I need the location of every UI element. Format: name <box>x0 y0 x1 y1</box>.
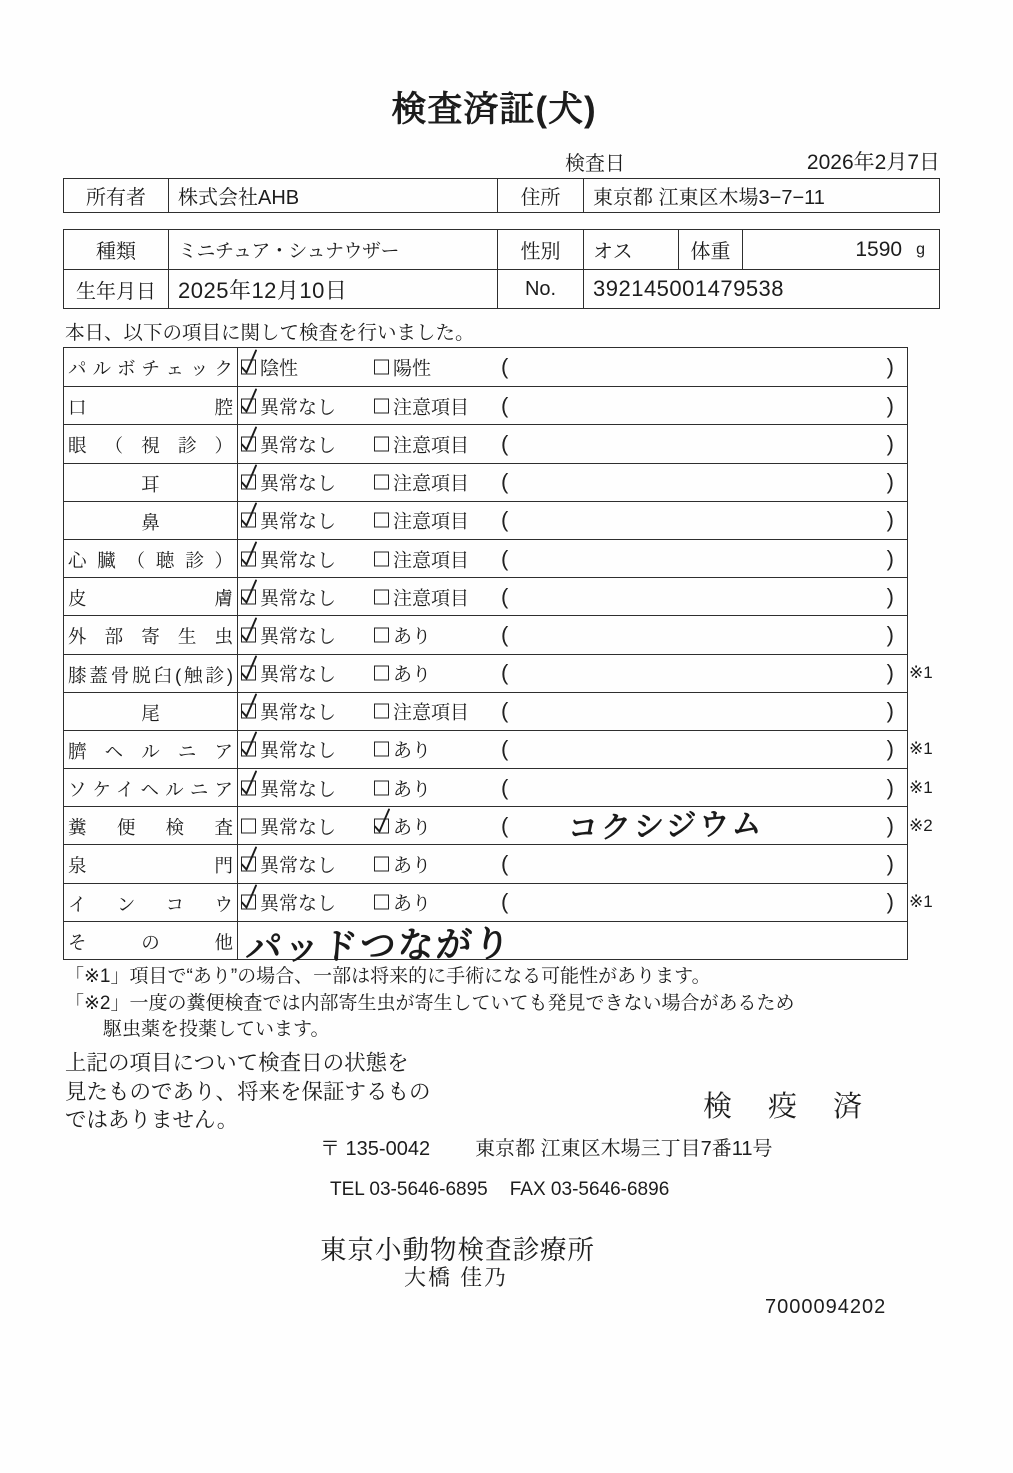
item-label: 膝蓋骨脱臼(触診) <box>64 655 238 692</box>
option-label: 注意項目 <box>393 435 470 457</box>
checklist-row <box>64 768 933 806</box>
paren-close: ) <box>886 583 894 609</box>
checked-checkbox <box>374 818 389 833</box>
empty-checkbox <box>374 666 389 681</box>
clinic-fax: FAX 03-5646-6896 <box>509 1179 670 1200</box>
handwritten-finding: コクシジウム <box>567 807 766 846</box>
item-label: パルボチェック <box>64 348 238 386</box>
option-o2 <box>374 507 469 534</box>
weight-number: 1590 <box>855 237 903 261</box>
owner-table <box>63 178 940 213</box>
owner-address-label: 住所 <box>498 179 584 212</box>
reference-marker: ※1 <box>909 739 933 759</box>
checklist-row <box>64 806 933 846</box>
option-label: あり <box>393 626 432 648</box>
reference-marker: ※1 <box>909 777 933 797</box>
option-label: あり <box>393 893 432 915</box>
reference-marker: ※1 <box>909 892 933 912</box>
item-label: 臍ヘルニア <box>64 731 238 768</box>
option-o2 <box>374 583 469 610</box>
owner-label: 所有者 <box>64 179 169 212</box>
paren-close: ) <box>886 889 894 915</box>
item-label: 皮膚 <box>64 578 238 615</box>
paren-close: ) <box>886 545 894 571</box>
option-label: 異常なし <box>260 702 337 724</box>
checked-checkbox <box>241 704 256 719</box>
item-label: 心臓（聴診） <box>64 540 238 577</box>
paren-open: ( <box>501 851 509 877</box>
paren-close: ) <box>886 851 894 877</box>
option-o2 <box>374 698 469 725</box>
item-label: 耳 <box>64 464 238 501</box>
sex-value: オス <box>584 230 679 269</box>
clinic-tel-line <box>330 1179 669 1201</box>
item-label: 鼻 <box>64 502 238 539</box>
option-label: 異常なし <box>260 855 337 877</box>
option-o1 <box>241 736 336 763</box>
checklist-row <box>64 883 933 921</box>
checked-checkbox <box>241 742 256 757</box>
item-result <box>238 884 907 921</box>
option-label: あり <box>393 817 432 839</box>
intro-sentence: 本日、以下の項目に関して検査を行いました。 <box>65 322 475 344</box>
checklist-row <box>64 463 907 501</box>
paren-open: ( <box>501 354 509 380</box>
checklist-row <box>64 386 907 424</box>
paren-close: ) <box>886 660 894 686</box>
item-label: 糞便検査 <box>64 807 238 844</box>
paren-close: ) <box>886 430 894 456</box>
option-label: 注意項目 <box>393 397 470 419</box>
dog-info-table <box>63 229 940 309</box>
clinic-name: 東京小動物検査診療所 <box>320 1235 595 1265</box>
clinic-postal-line <box>320 1132 773 1161</box>
option-label: 注意項目 <box>393 473 470 495</box>
option-o1 <box>241 469 336 496</box>
empty-checkbox <box>374 857 389 872</box>
option-label: 異常なし <box>260 779 337 801</box>
option-label: 異常なし <box>260 588 337 610</box>
checked-checkbox <box>241 513 256 528</box>
paren-open: ( <box>501 621 509 647</box>
paren-open: ( <box>501 774 509 800</box>
paren-close: ) <box>886 812 894 838</box>
checked-checkbox <box>241 589 256 604</box>
checked-checkbox <box>241 360 256 375</box>
option-label: 異常なし <box>260 435 337 457</box>
item-result <box>238 845 907 882</box>
option-o1 <box>241 889 336 916</box>
option-label: 異常なし <box>260 740 337 762</box>
disclaimer <box>65 1049 455 1135</box>
paren-open: ( <box>501 507 509 533</box>
veterinarian-name: 大橋 佳乃 <box>404 1265 509 1290</box>
item-label: 泉門 <box>64 845 238 882</box>
paren-open: ( <box>501 812 509 838</box>
option-o1 <box>241 392 336 419</box>
option-label: あり <box>393 664 432 686</box>
checked-checkbox <box>241 780 256 795</box>
postal-code: 〒 135-0042 <box>320 1138 431 1160</box>
footnote-2-cont: 駆虫薬を投薬しています。 <box>103 1019 330 1040</box>
option-o2 <box>374 430 469 457</box>
checklist-row <box>64 501 907 539</box>
option-o1 <box>241 354 298 381</box>
quarantine-stamp: 検 疫 済 <box>703 1091 877 1123</box>
option-label: 異常なし <box>260 511 337 533</box>
checklist-row <box>64 654 933 692</box>
breed-value: ミニチュア・シュナウザー <box>169 230 498 269</box>
reference-marker: ※1 <box>909 663 933 683</box>
paren-close: ) <box>886 507 894 533</box>
paren-open: ( <box>501 660 509 686</box>
paren-close: ) <box>886 469 894 495</box>
checked-checkbox <box>241 475 256 490</box>
item-result <box>238 616 907 653</box>
inspection-date-value: 2026年2月7日 <box>806 151 940 174</box>
option-label: 異常なし <box>260 664 337 686</box>
weight-unit: g <box>916 240 925 258</box>
empty-checkbox <box>374 895 389 910</box>
item-label: 眼（視診） <box>64 425 238 462</box>
weight-label: 体重 <box>679 230 743 269</box>
footnote-2: 「※2」一度の糞便検査では内部寄生虫が寄生していても発見できない場合があるため <box>65 992 795 1014</box>
clinic-tel: TEL 03-5646-6895 <box>330 1179 488 1200</box>
option-o2 <box>374 851 431 878</box>
item-result <box>238 348 907 386</box>
empty-checkbox <box>374 742 389 757</box>
option-o1 <box>241 774 336 801</box>
disclaimer-line-1: 上記の項目について検査日の状態を <box>65 1051 409 1075</box>
checklist-row <box>64 539 907 577</box>
option-label: 異常なし <box>260 817 337 839</box>
checklist-row <box>64 615 907 653</box>
empty-checkbox <box>374 436 389 451</box>
option-o2 <box>374 545 469 572</box>
checklist-row <box>64 424 907 462</box>
paren-open: ( <box>501 545 509 571</box>
checklist-table <box>63 347 933 969</box>
option-label: 異常なし <box>260 893 337 915</box>
owner-address-value: 東京都 江東区木場3−7−11 <box>593 187 825 209</box>
paren-open: ( <box>501 583 509 609</box>
option-o1 <box>241 430 336 457</box>
empty-checkbox <box>374 627 389 642</box>
option-o2 <box>374 469 469 496</box>
paren-close: ) <box>886 698 894 724</box>
option-o2 <box>374 889 431 916</box>
paren-open: ( <box>501 889 509 915</box>
paren-close: ) <box>886 774 894 800</box>
option-o1 <box>241 583 336 610</box>
paren-open: ( <box>501 392 509 418</box>
option-o1 <box>241 812 336 839</box>
option-o2 <box>374 736 431 763</box>
item-result <box>238 693 907 730</box>
empty-checkbox <box>374 513 389 528</box>
option-o1 <box>241 851 336 878</box>
paren-close: ) <box>886 392 894 418</box>
empty-checkbox <box>374 360 389 375</box>
paren-close: ) <box>886 621 894 647</box>
item-label: ソケイヘルニア <box>64 769 238 806</box>
empty-checkbox <box>374 398 389 413</box>
footnotes <box>65 964 875 1044</box>
option-o2 <box>374 392 469 419</box>
option-o2 <box>374 774 431 801</box>
option-label: 異常なし <box>260 550 337 572</box>
checklist-row <box>64 844 907 882</box>
clinic-address: 東京都 江東区木場三丁目7番11号 <box>475 1138 773 1160</box>
option-label: 注意項目 <box>393 511 470 533</box>
option-label: 注意項目 <box>393 588 470 610</box>
no-value: 392145001479538 <box>593 276 785 301</box>
empty-checkbox <box>374 551 389 566</box>
item-result <box>238 578 907 615</box>
item-label: 尾 <box>64 693 238 730</box>
checklist-row <box>64 577 907 615</box>
option-label: 注意項目 <box>393 702 470 724</box>
birth-label: 生年月日 <box>64 270 169 308</box>
option-label: あり <box>393 779 432 801</box>
inspection-date-label: 検査日 <box>565 153 625 175</box>
weight-value <box>743 230 939 269</box>
checklist-row <box>64 348 907 386</box>
item-result <box>238 655 907 692</box>
handwritten-note: パッドつながり <box>244 922 514 969</box>
serial-number: 7000094202 <box>765 1296 887 1318</box>
empty-checkbox <box>374 704 389 719</box>
item-result <box>238 769 907 806</box>
option-label: 異常なし <box>260 626 337 648</box>
footnote-1: 「※1」項目で“あり”の場合、一部は将来的に手術になる可能性があります。 <box>65 966 711 987</box>
option-label: 陰性 <box>260 358 299 380</box>
checked-checkbox <box>241 895 256 910</box>
item-result <box>238 502 907 539</box>
disclaimer-line-2: 見たものであり、将来を保証するもの <box>65 1079 431 1104</box>
paren-close: ) <box>886 354 894 380</box>
birth-value: 2025年12月10日 <box>169 270 498 308</box>
checked-checkbox <box>241 551 256 566</box>
option-o1 <box>241 698 336 725</box>
paren-close: ) <box>886 736 894 762</box>
option-o1 <box>241 621 336 648</box>
item-result <box>238 731 907 768</box>
option-label: あり <box>393 740 432 762</box>
sex-label: 性別 <box>498 230 584 269</box>
option-label: 陽性 <box>393 358 432 380</box>
option-label: 異常なし <box>260 397 337 419</box>
reference-marker: ※2 <box>909 815 933 835</box>
item-label: その他 <box>64 922 238 959</box>
option-o1 <box>241 545 336 572</box>
item-result <box>238 464 907 501</box>
breed-label: 種類 <box>64 230 169 269</box>
checked-checkbox <box>241 627 256 642</box>
checklist-row <box>64 730 933 768</box>
item-result <box>238 540 907 577</box>
option-o2 <box>374 354 431 381</box>
checked-checkbox <box>241 666 256 681</box>
option-o2 <box>374 812 431 839</box>
checked-checkbox <box>241 398 256 413</box>
item-label: 口腔 <box>64 387 238 424</box>
option-label: 注意項目 <box>393 550 470 572</box>
option-o1 <box>241 660 336 687</box>
option-label: あり <box>393 855 432 877</box>
paren-open: ( <box>501 736 509 762</box>
item-label: インコウ <box>64 884 238 921</box>
checklist-row <box>64 921 907 969</box>
paren-open: ( <box>501 698 509 724</box>
paren-open: ( <box>501 469 509 495</box>
disclaimer-line-3: ではありません。 <box>65 1108 239 1132</box>
option-o1 <box>241 507 336 534</box>
item-result <box>238 807 907 844</box>
option-o2 <box>374 660 431 687</box>
checked-checkbox <box>241 857 256 872</box>
no-label: No. <box>498 270 584 308</box>
item-label: 外部寄生虫 <box>64 616 238 653</box>
item-result <box>238 425 907 462</box>
page-title: 検査済証(犬) <box>391 90 597 129</box>
empty-checkbox <box>374 780 389 795</box>
checklist-row <box>64 692 907 730</box>
item-result <box>238 387 907 424</box>
empty-checkbox <box>374 589 389 604</box>
owner-value: 株式会社AHB <box>169 179 498 212</box>
empty-checkbox <box>241 818 256 833</box>
checked-checkbox <box>241 436 256 451</box>
option-o2 <box>374 621 431 648</box>
empty-checkbox <box>374 475 389 490</box>
item-result <box>238 922 907 969</box>
option-label: 異常なし <box>260 473 337 495</box>
paren-open: ( <box>501 430 509 456</box>
